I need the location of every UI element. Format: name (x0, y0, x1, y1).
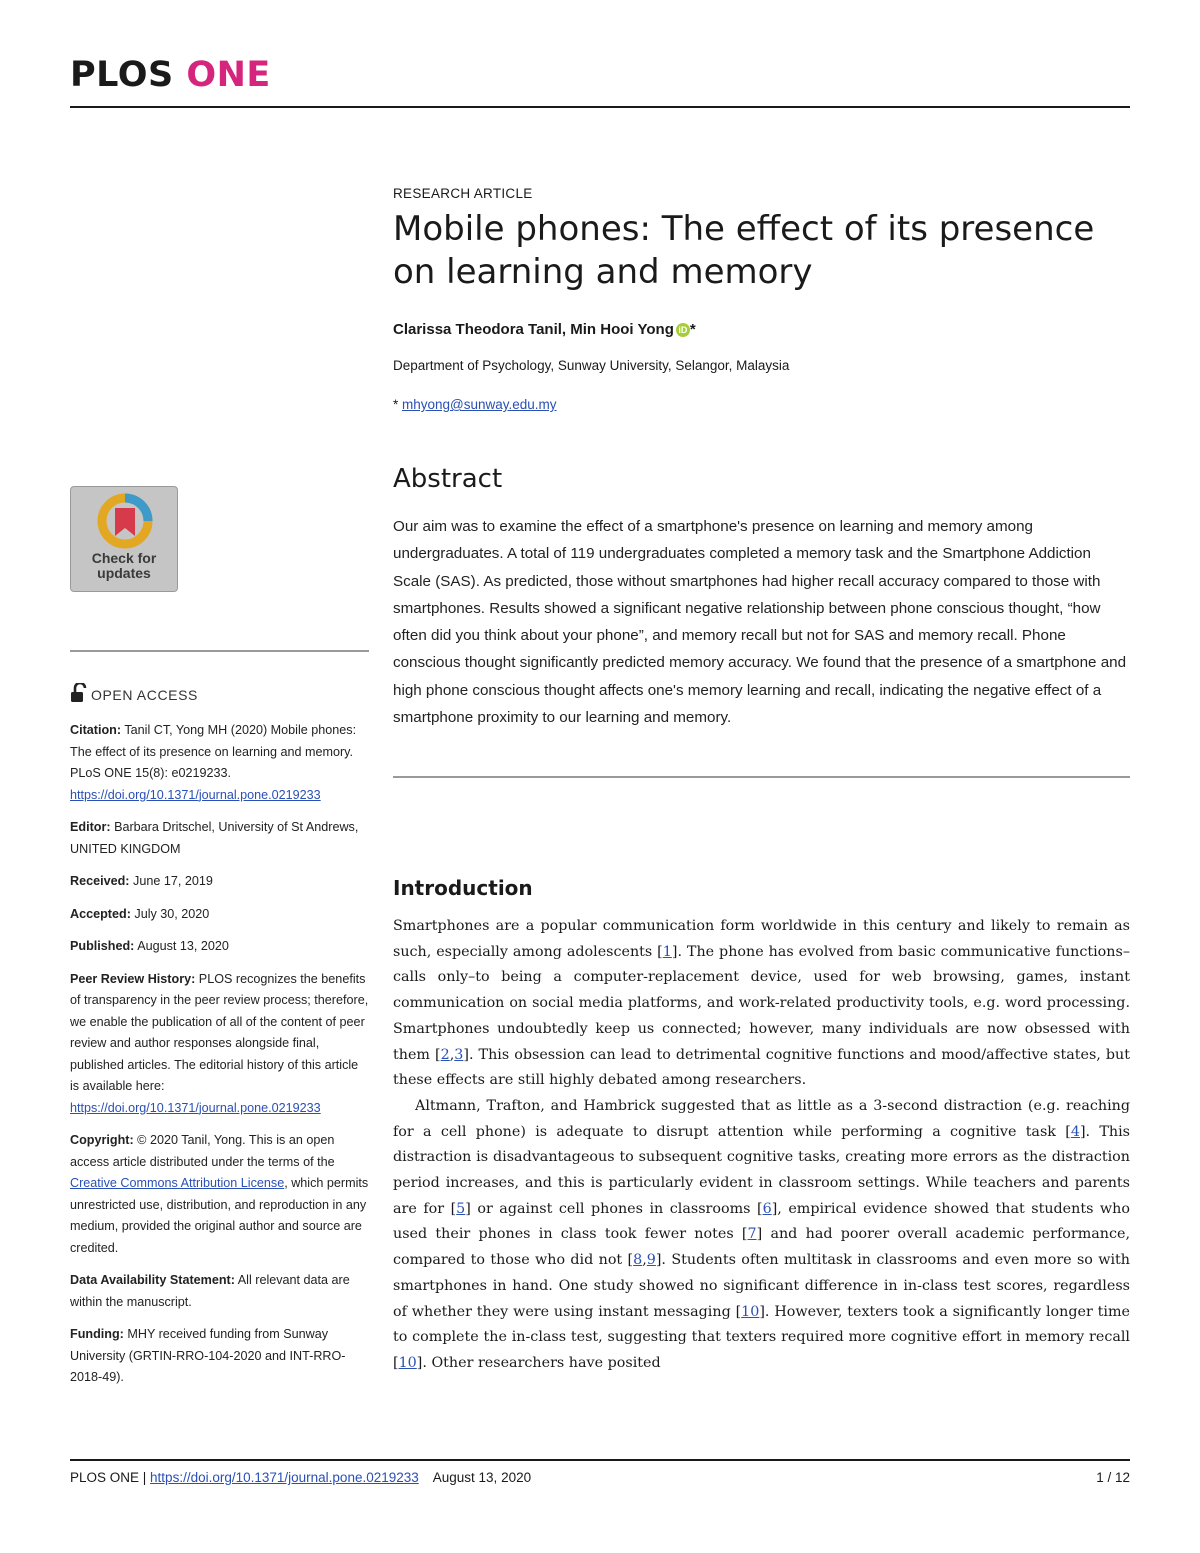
editor-info: Editor: Barbara Dritschel, University of St Andrews, UNITED KINGDOM (70, 820, 359, 856)
citation-link[interactable]: 10 (741, 1303, 760, 1320)
citation-link[interactable]: 9 (646, 1252, 656, 1269)
data-availability: Data Availability Statement: All relevant data are within the manuscript. (70, 1273, 350, 1309)
open-lock-icon (70, 683, 88, 703)
published-date: Published: August 13, 2020 (70, 939, 229, 953)
abstract-heading: Abstract (393, 464, 503, 494)
page-number: 1 / 12 (1096, 1470, 1130, 1485)
affiliation: Department of Psychology, Sunway University, Selangor, Malaysia (393, 358, 790, 373)
introduction-heading: Introduction (393, 876, 533, 900)
article-info-sidebar (70, 720, 370, 1400)
received-date: Received: June 17, 2019 (70, 874, 213, 888)
orcid-icon[interactable]: iD (676, 323, 690, 337)
peer-review-history: Peer Review History: PLOS recognizes the benefits of transparency in the peer review process; therefore, we enable the publication of all of the content of peer review and author responses alongside final, published articles. The editorial history of this article is available here: https://doi.org/10.1371/journal.pone.0219233 (70, 971, 369, 1115)
abstract-divider (393, 776, 1130, 778)
accepted-date: Accepted: July 30, 2020 (70, 906, 210, 921)
abstract-text: Our aim was to examine the effect of a smartphone's presence on learning and memory among undergraduates. A total of 119 undergraduates completed a memory task and the Smartphone Addiction Scale (SAS). As predicted, those without smartphones had higher recall accuracy compared to those with smartphones. Results showed a significant negative relationship between phone conscious thought, “how often did you think about your phone”, and memory recall but not for SAS and memory recall. Phone conscious thought significantly predicted memory accuracy. We found that the presence of a smartphone and high phone conscious thought affects one's memory learning and recall, indicating the negative effect of a smartphone proximity to our learning and memory. (393, 518, 1127, 727)
author-list: Clarissa Theodora Tanil, Min Hooi Yong iD * (393, 321, 696, 338)
doi-link[interactable]: https://doi.org/10.1371/journal.pone.0219233 (70, 787, 321, 802)
article-type: RESEARCH ARTICLE (393, 186, 533, 201)
citation-link[interactable]: 4 (1070, 1123, 1080, 1140)
citation-link[interactable]: 10 (398, 1354, 417, 1371)
paragraph: Altmann, Trafton, and Hambrick suggested that as little as a 3-second distraction (e.g. reaching for a cell phone) is adequate to disrupt attention while performing a cognitive task [4]. This distraction is disadvantageous to subsequent cognitive tasks, creating more errors as the distraction period increases, and this is particularly evident in classroom settings. While teachers and parents are for [5] or against cell phones in classrooms [6], empirical evidence showed that students who used their phones in class took fewer notes [7] and had poorer overall academic performance, compared to those who did not [8,9]. Students often multitask in classrooms and even more so with smartphones in hand. One study showed no significant difference in in-class test scores, regardless of whether they were using instant messaging [10]. However, texters took a significantly longer time to complete the in-class test, suggesting that texters required more cognitive effort in memory recall [10]. Other researchers have posited (393, 1097, 1130, 1371)
citation-link[interactable]: 6 (762, 1200, 772, 1217)
citation-link[interactable]: 5 (456, 1200, 466, 1217)
footer-date: August 13, 2020 (432, 1470, 532, 1485)
footer-doi-link[interactable]: https://doi.org/10.1371/journal.pone.0219233 (150, 1470, 419, 1485)
citation-link[interactable]: 3 (454, 1046, 464, 1063)
paragraph: Smartphones are a popular communication form worldwide in this century and likely to remain as such, especially among adolescents [1]. The phone has evolved from basic communicative functions–calls only–to being a computer-replacement device, used for web browsing, games, instant communication on social media platforms, and work-related productivity tools, e.g. word processing. Smartphones undoubtedly keep us connected; however, many individuals are now obsessed with them [2,3]. This obsession can lead to detrimental cognitive functions and mood/affective states, but these effects are still highly debated among researchers. (393, 918, 1131, 1089)
badge-label: Check for updates (91, 550, 157, 581)
footer-citation: PLOS ONE | https://doi.org/10.1371/journal.pone.0219233 August 13, 2020 (70, 1470, 532, 1485)
license-link[interactable]: Creative Commons Attribution License (70, 1176, 285, 1190)
citation-link[interactable]: 7 (747, 1226, 757, 1243)
open-access-label: OPEN ACCESS (70, 683, 198, 703)
citation-link[interactable]: 8 (633, 1252, 643, 1269)
peer-review-link[interactable]: https://doi.org/10.1371/journal.pone.0219233 (70, 1100, 321, 1115)
copyright-info: Copyright: © 2020 Tanil, Yong. This is an open access article distributed under the terms of the Creative Commons Attribution License, which permits unrestricted use, distribution, and reproduction in any medium, provided the original author and source are credited. (70, 1133, 369, 1255)
journal-logo: PLOS ONE (70, 55, 271, 95)
sidebar-divider (70, 650, 369, 652)
citation-info: Citation: Tanil CT, Yong MH (2020) Mobile phones: The effect of its presence on learning and memory. PLoS ONE 15(8): e0219233. https://doi.org/10.1371/journal.pone.0219233 (70, 723, 357, 802)
citation-link[interactable]: 1 (662, 943, 672, 960)
footer-divider (70, 1459, 1130, 1461)
email-link[interactable]: mhyong@sunway.edu.my (402, 397, 557, 412)
crossmark-icon (94, 492, 156, 550)
article-title: Mobile phones: The effect of its presence on learning and memory (393, 209, 1095, 292)
corresponding-author: * mhyong@sunway.edu.my (393, 397, 557, 412)
header-divider (70, 106, 1130, 108)
funding-info: Funding: MHY received funding from Sunway University (GRTIN-RRO-104-2020 and INT-RRO-2018-49). (70, 1327, 346, 1384)
citation-link[interactable]: 2 (440, 1046, 450, 1063)
check-for-updates-button[interactable] (70, 486, 178, 592)
introduction-body (393, 914, 1130, 1377)
